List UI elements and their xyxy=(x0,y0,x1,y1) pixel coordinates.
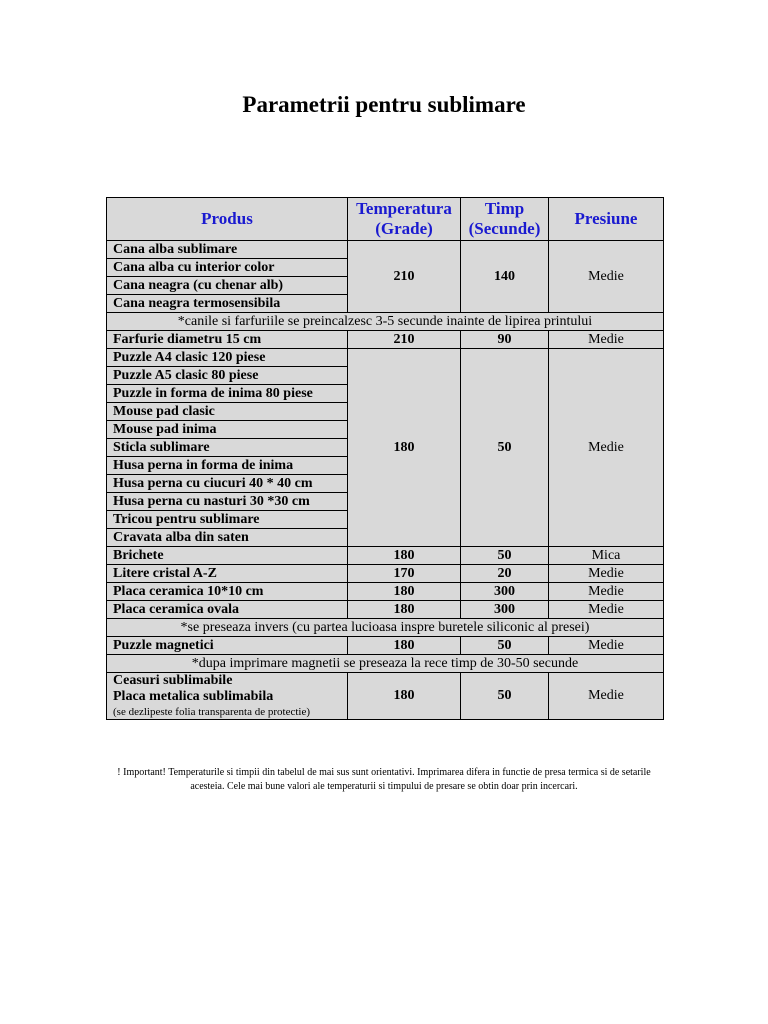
temperature-value: 180 xyxy=(348,547,461,565)
product-name: Sticla sublimare xyxy=(107,439,348,457)
table-row xyxy=(107,601,664,619)
product-line: Ceasuri sublimabile xyxy=(113,673,233,688)
note-text: *canile si farfuriile se preincalzesc 3-5 secunde inainte de lipirea printului xyxy=(107,313,664,331)
product-name: Puzzle A5 clasic 80 piese xyxy=(107,367,348,385)
product-name: Mouse pad inima xyxy=(107,421,348,439)
pressure-value: Mica xyxy=(549,547,664,565)
time-value: 140 xyxy=(461,241,549,313)
header-temperatura: Temperatura (Grade) xyxy=(348,198,461,241)
time-value: 300 xyxy=(461,601,549,619)
header-produs: Produs xyxy=(107,198,348,241)
note-row xyxy=(107,619,664,637)
pressure-value: Medie xyxy=(549,331,664,349)
page-title: Parametrii pentru sublimare xyxy=(242,92,526,117)
product-name: Husa perna in forma de inima xyxy=(107,457,348,475)
header-presiune: Presiune xyxy=(549,198,664,241)
pressure-value: Medie xyxy=(549,565,664,583)
temperature-value: 170 xyxy=(348,565,461,583)
table-row xyxy=(107,331,664,349)
header-row xyxy=(107,198,664,241)
product-name: Placa ceramica ovala xyxy=(107,601,348,619)
product-name: Farfurie diametru 15 cm xyxy=(107,331,348,349)
time-value: 50 xyxy=(461,349,549,547)
table-row xyxy=(107,547,664,565)
product-name: Husa perna cu nasturi 30 *30 cm xyxy=(107,493,348,511)
note-row xyxy=(107,313,664,331)
product-name: Mouse pad clasic xyxy=(107,403,348,421)
product-name: Cana neagra termosensibila xyxy=(107,295,348,313)
time-value: 50 xyxy=(461,637,549,655)
time-value: 50 xyxy=(461,547,549,565)
product-name xyxy=(107,673,348,720)
product-line: Placa metalica sublimabila xyxy=(113,689,274,704)
pressure-value: Medie xyxy=(549,241,664,313)
note-text: *se preseaza invers (cu partea lucioasa inspre buretele siliconic al presei) xyxy=(107,619,664,637)
pressure-value: Medie xyxy=(549,673,664,720)
product-name: Brichete xyxy=(107,547,348,565)
table-row xyxy=(107,241,664,259)
parameters-table xyxy=(106,197,664,720)
table-row xyxy=(107,673,664,720)
table-row xyxy=(107,349,664,367)
temperature-value: 210 xyxy=(348,331,461,349)
pressure-value: Medie xyxy=(549,601,664,619)
pressure-value: Medie xyxy=(549,637,664,655)
product-name: Cravata alba din saten xyxy=(107,529,348,547)
table-row xyxy=(107,637,664,655)
time-value: 50 xyxy=(461,673,549,720)
header-timp: Timp (Secunde) xyxy=(461,198,549,241)
product-name: Puzzle in forma de inima 80 piese xyxy=(107,385,348,403)
time-value: 20 xyxy=(461,565,549,583)
temperature-value: 210 xyxy=(348,241,461,313)
product-name: Husa perna cu ciucuri 40 * 40 cm xyxy=(107,475,348,493)
temperature-value: 180 xyxy=(348,583,461,601)
product-name: Puzzle A4 clasic 120 piese xyxy=(107,349,348,367)
table-row xyxy=(107,565,664,583)
product-name: Cana alba cu interior color xyxy=(107,259,348,277)
product-name: Tricou pentru sublimare xyxy=(107,511,348,529)
table-row xyxy=(107,583,664,601)
product-name: Puzzle magnetici xyxy=(107,637,348,655)
note-row xyxy=(107,655,664,673)
product-name: Placa ceramica 10*10 cm xyxy=(107,583,348,601)
temperature-value: 180 xyxy=(348,637,461,655)
product-subnote: (se dezlipeste folia transparenta de protectie) xyxy=(113,706,310,718)
time-value: 90 xyxy=(461,331,549,349)
product-name: Cana alba sublimare xyxy=(107,241,348,259)
product-name: Cana neagra (cu chenar alb) xyxy=(107,277,348,295)
pressure-value: Medie xyxy=(549,349,664,547)
pressure-value: Medie xyxy=(549,583,664,601)
temperature-value: 180 xyxy=(348,349,461,547)
time-value: 300 xyxy=(461,583,549,601)
product-name: Litere cristal A-Z xyxy=(107,565,348,583)
temperature-value: 180 xyxy=(348,601,461,619)
temperature-value: 180 xyxy=(348,673,461,720)
footnote: ! Important! Temperaturile si timpii din tabelul de mai sus sunt orientativi. Imprimarea difera in functie de presa termica si de setarile acesteia. Cele mai bune valori ale temperaturii si timpului de presare se obtin doar prin incercari. xyxy=(117,767,651,792)
note-text: *dupa imprimare magnetii se preseaza la rece timp de 30-50 secunde xyxy=(107,655,664,673)
